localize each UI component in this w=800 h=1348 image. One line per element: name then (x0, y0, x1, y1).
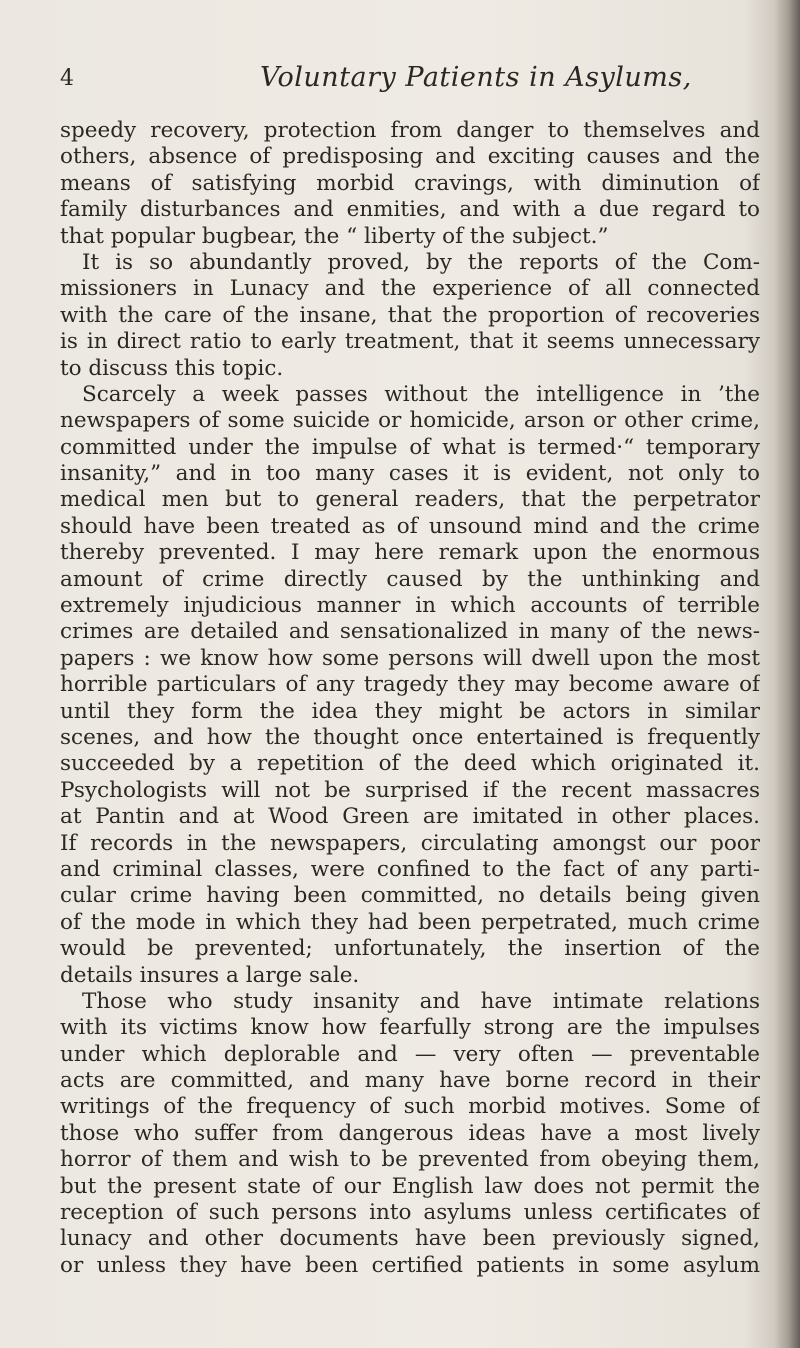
text-line: extremely injudicious manner in which accounts of terrible (60, 593, 760, 619)
text-line: papers : we know how some persons will dwell upon the most (60, 645, 760, 671)
text-line: and criminal classes, were confined to the fact of any parti- (60, 856, 760, 882)
text-line: until they form the idea they might be actors in similar (60, 698, 760, 724)
text-line: but the present state of our English law does not permit the (60, 1173, 760, 1199)
text-line: crimes are detailed and sensationalized in many of the news- (60, 619, 760, 645)
text-line: details insures a large sale. (60, 962, 360, 988)
text-line: newspapers of some suicide or homicide, arson or other crime, (60, 408, 760, 434)
text-line: with the care of the insane, that the proportion of recoveries (60, 302, 760, 328)
text-line: or unless they have been certified patients in some asylum (60, 1252, 760, 1278)
text-line: at Pantin and at Wood Green are imitated in other places. (60, 804, 760, 830)
text-line: committed under the impulse of what is termed·“ temporary (60, 434, 760, 460)
page-header (60, 62, 760, 102)
text-line: Scarcely a week passes without the intelligence in ’the (82, 381, 760, 407)
text-line: If records in the newspapers, circulating amongst our poor (60, 830, 760, 856)
text-line: insanity,” and in too many cases it is evident, not only to (60, 461, 760, 487)
text-line: cular crime having been committed, no details being given (60, 883, 760, 909)
text-line: medical men but to general readers, that the perpetrator (60, 487, 760, 513)
text-line: Psychologists will not be surprised if the recent massacres (60, 777, 760, 803)
text-line: others, absence of predisposing and exciting causes and the (60, 144, 760, 170)
text-line: to discuss this topic. (60, 355, 284, 381)
text-line: scenes, and how the thought once entertained is frequently (60, 724, 760, 750)
text-line: missioners in Lunacy and the experience of all connected (60, 276, 760, 302)
text-line: of the mode in which they had been perpetrated, much crime (60, 909, 760, 935)
text-line: means of satisfying morbid cravings, with diminution of (60, 170, 760, 196)
text-line: speedy recovery, protection from danger to themselves and (60, 118, 760, 143)
text-line: thereby prevented. I may here remark upon the enormous (60, 540, 760, 566)
page-edge-shadow (774, 0, 800, 1348)
text-line: succeeded by a repetition of the deed which originated it. (60, 751, 760, 777)
body-text (60, 118, 760, 1279)
text-line: should have been treated as of unsound mind and the crime (60, 513, 760, 539)
text-line: those who suffer from dangerous ideas have a most lively (60, 1120, 760, 1146)
text-line: that popular bugbear, the “ liberty of the subject.” (60, 223, 609, 249)
text-line: with its victims know how fearfully strong are the impulses (60, 1015, 760, 1041)
text-line: Those who study insanity and have intimate relations (82, 988, 760, 1014)
running-title: Voluntary Patients in Asylums, (260, 62, 692, 93)
text-line: family disturbances and enmities, and with a due regard to (60, 197, 760, 223)
text-line: is in direct ratio to early treatment, that it seems unnecessary (60, 329, 760, 355)
text-line: acts are committed, and many have borne record in their (60, 1068, 760, 1094)
text-line: writings of the frequency of such morbid motives. Some of (60, 1094, 760, 1120)
text-line: It is so abundantly proved, by the reports of the Com- (82, 249, 760, 275)
page-number: 4 (60, 66, 74, 91)
text-line: lunacy and other documents have been previously signed, (60, 1226, 760, 1252)
text-line: under which deplorable and — very often — preventable (60, 1041, 760, 1067)
text-line: horror of them and wish to be prevented from obeying them, (60, 1147, 760, 1173)
text-line: would be prevented; unfortunately, the insertion of the (60, 936, 760, 962)
text-line: horrible particulars of any tragedy they may become aware of (60, 672, 760, 698)
text-line: amount of crime directly caused by the unthinking and (60, 566, 760, 592)
text-line: reception of such persons into asylums unless certificates of (60, 1200, 760, 1226)
